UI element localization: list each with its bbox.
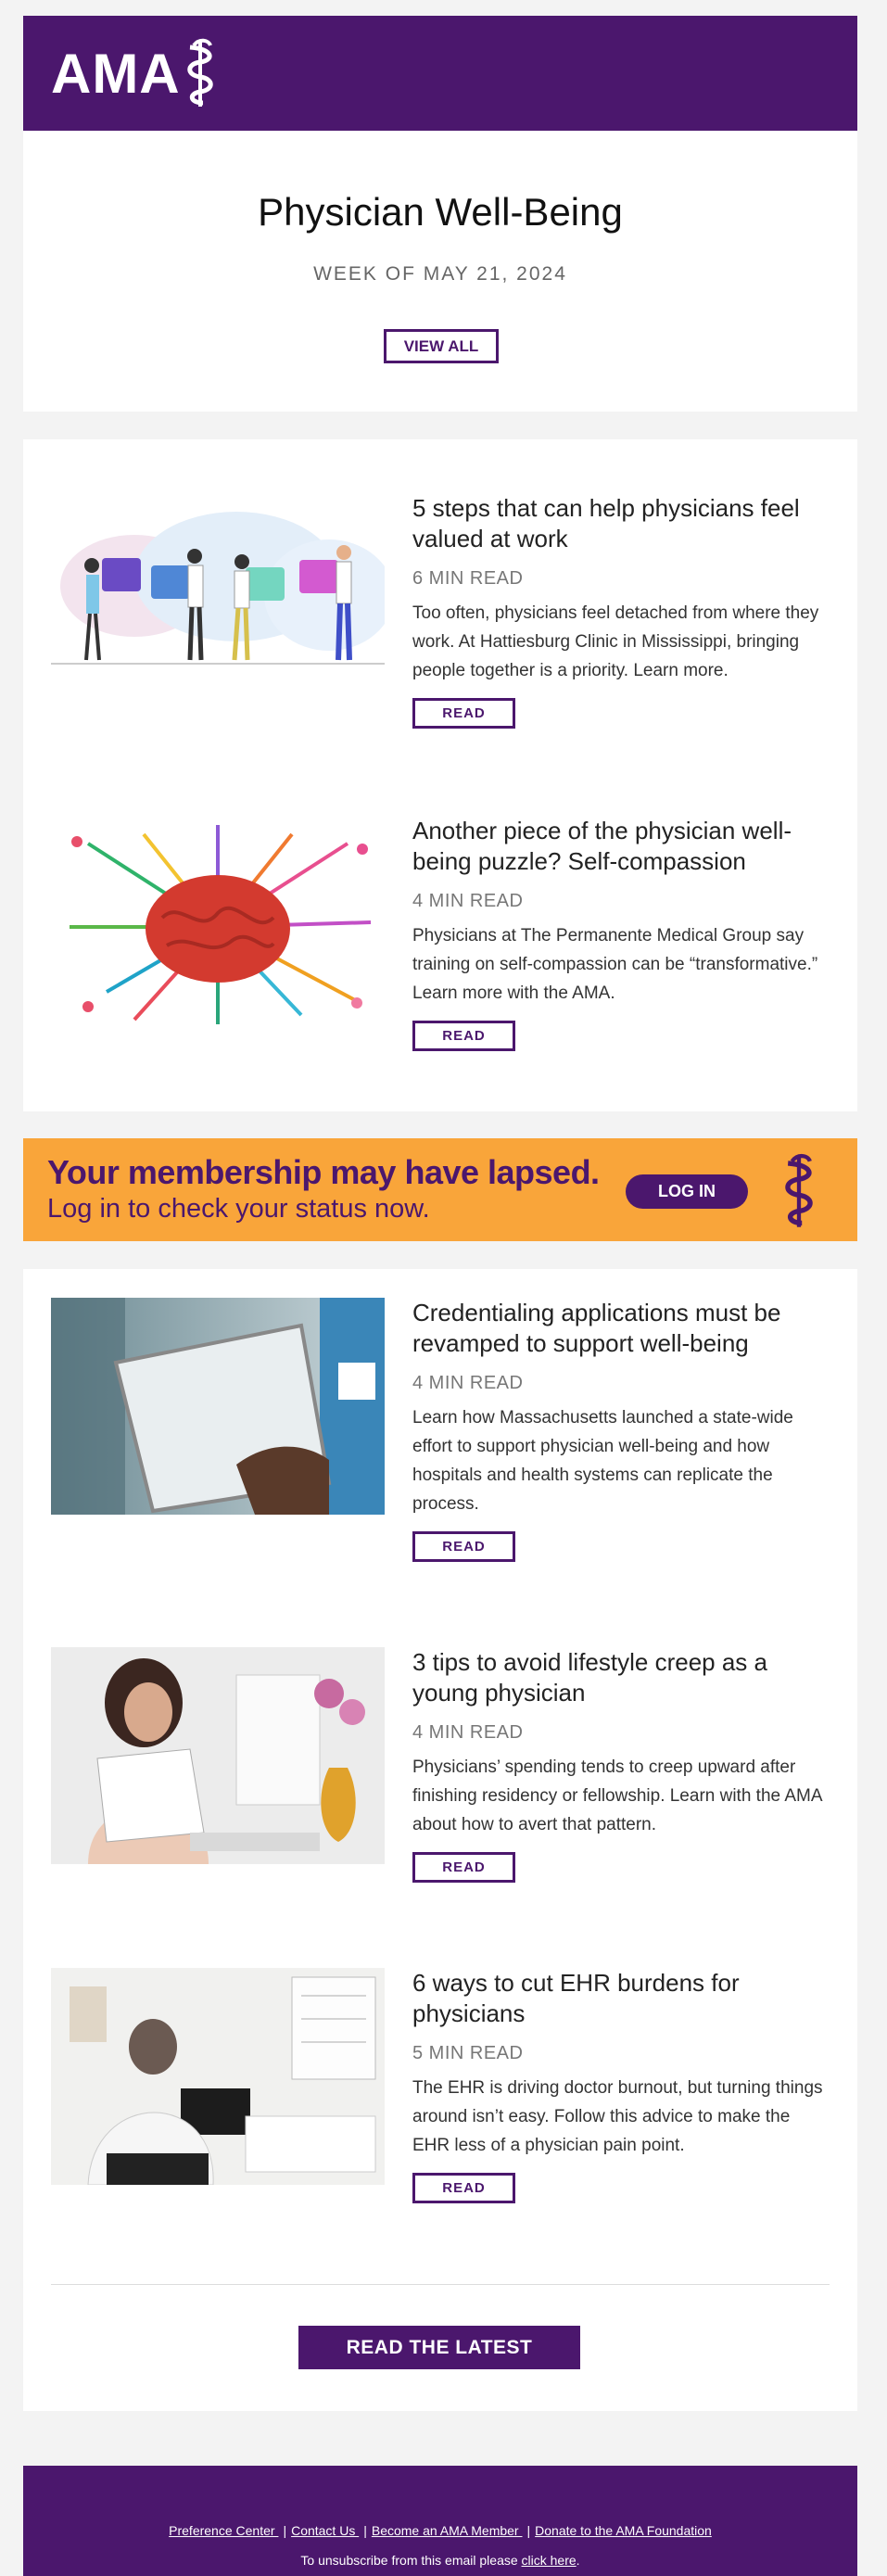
article-description: Physicians’ spending tends to creep upward after finishing residency or fellowship. Learn with the AMA about how to avert that pattern. [412, 1758, 822, 1834]
caduceus-icon [774, 1151, 824, 1231]
unsubscribe-end: . [576, 2553, 580, 2568]
preference-center-link[interactable]: Preference Center [169, 2523, 279, 2538]
article-title[interactable]: 5 steps that can help physicians feel valued at work [412, 494, 800, 552]
article-title[interactable]: 6 ways to cut EHR burdens for physicians [412, 1969, 740, 2027]
tablet-photo [51, 1298, 385, 1515]
read-button[interactable]: READ [412, 1021, 515, 1051]
article-image-woman-bills[interactable] [51, 1647, 385, 1864]
read-time: 4 MIN READ [412, 1722, 524, 1743]
banner-subline: Log in to check your status now. [47, 1194, 430, 1224]
brain-flowers-illustration [51, 816, 385, 1033]
read-button[interactable]: READ [412, 698, 515, 729]
read-button[interactable]: READ [412, 2173, 515, 2203]
unsubscribe-line [23, 2553, 857, 2568]
article-title[interactable]: Credentialing applications must be revamped to support well-being [412, 1299, 781, 1357]
hero-section [23, 131, 857, 412]
issue-date: WEEK OF MAY 21, 2024 [313, 263, 567, 285]
article-title[interactable]: Another piece of the physician well-being puzzle? Self-compassion [412, 817, 792, 875]
read-time: 4 MIN READ [412, 891, 524, 911]
email-header [23, 16, 857, 131]
read-time: 5 MIN READ [412, 2043, 524, 2063]
banner-headline: Your membership may have lapsed. [47, 1153, 600, 1191]
separator: | [526, 2523, 531, 2538]
membership-banner[interactable] [23, 1138, 857, 1241]
articles-card-1 [23, 439, 857, 1111]
article-image-tablet-nurse[interactable] [51, 1298, 385, 1515]
article-description: Too often, physicians feel detached from where they work. At Hattiesburg Clinic in Mississippi, bringing people together is a priority. Learn more. [412, 603, 819, 680]
view-all-button[interactable]: VIEW ALL [384, 329, 499, 363]
read-time: 4 MIN READ [412, 1373, 524, 1393]
article-title[interactable]: 3 tips to avoid lifestyle creep as a young physician [412, 1648, 767, 1707]
contact-us-link[interactable]: Contact Us [291, 2523, 360, 2538]
login-button[interactable]: LOG IN [626, 1174, 748, 1209]
woman-bills-photo [51, 1647, 385, 1864]
unsubscribe-link[interactable]: click here [521, 2553, 577, 2568]
unsubscribe-text: To unsubscribe from this email please [300, 2553, 522, 2568]
separator: | [283, 2523, 287, 2538]
ama-logo[interactable] [51, 36, 223, 110]
article-image-doctor-computer[interactable] [51, 1968, 385, 2185]
article-image-puzzle-people[interactable] [51, 493, 385, 710]
read-time: 6 MIN READ [412, 568, 524, 589]
caduceus-icon [177, 36, 223, 110]
email-footer [23, 2466, 857, 2576]
doctor-computer-photo [51, 1968, 385, 2185]
donate-link[interactable]: Donate to the AMA Foundation [535, 2523, 712, 2538]
footer-links [23, 2523, 857, 2538]
read-button[interactable]: READ [412, 1531, 515, 1562]
article-description: The EHR is driving doctor burnout, but turning things around isn’t easy. Follow this advice to make the EHR less of a physician pain point. [412, 2078, 823, 2155]
divider [51, 2284, 830, 2285]
read-the-latest-button[interactable]: READ THE LATEST [298, 2326, 580, 2369]
articles-card-2 [23, 1269, 857, 2411]
page-title: Physician Well-Being [258, 190, 623, 234]
puzzle-team-illustration [51, 493, 385, 710]
separator: | [363, 2523, 367, 2538]
logo-text: AMA [51, 42, 181, 105]
article-image-brain-flowers[interactable] [51, 816, 385, 1033]
article-description: Learn how Massachusetts launched a state-wide effort to support physician well-being and how hospitals and health systems can replicate the process. [412, 1408, 793, 1514]
article-description: Physicians at The Permanente Medical Group say training on self-compassion can be “transformative.” Learn more with the AMA. [412, 926, 818, 1003]
read-button[interactable]: READ [412, 1852, 515, 1883]
become-member-link[interactable]: Become an AMA Member [371, 2523, 523, 2538]
